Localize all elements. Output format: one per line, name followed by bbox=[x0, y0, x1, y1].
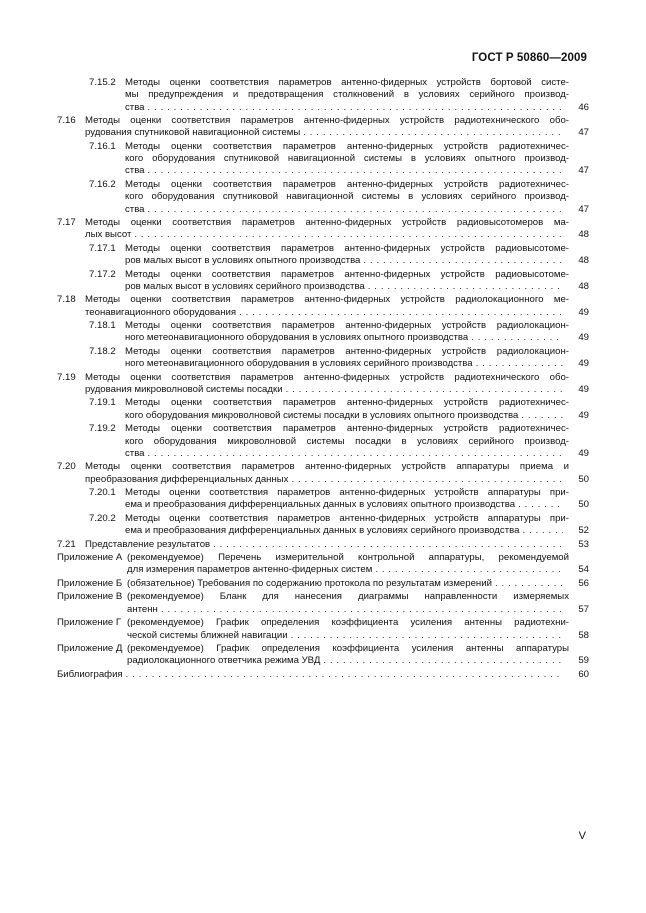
toc-page-number: 49 bbox=[578, 409, 589, 421]
toc-leader-dots bbox=[522, 525, 563, 537]
toc-page-number: 47 bbox=[578, 165, 589, 177]
toc-entry-text: Методы оценки соответствия параметров антенно-фидерных устройств радиолокацион- bbox=[125, 345, 569, 357]
toc-leader-dots bbox=[471, 332, 563, 344]
toc-entry-text: ства bbox=[125, 203, 145, 215]
toc-leader-dots bbox=[291, 630, 563, 642]
toc-entry-number: 7.16 bbox=[57, 115, 76, 127]
toc-page-number: 47 bbox=[578, 203, 589, 215]
toc-entry-text: ров малых высот в условиях опытного производства bbox=[125, 255, 361, 267]
toc-entry-text: (рекомендуемое) График определения коэффициента усиления антенны радиотехни- bbox=[127, 617, 569, 629]
toc-page-number: 49 bbox=[578, 384, 589, 395]
toc-entry-text: Методы оценки соответствия параметров антенно-фидерных устройств бортовой систе- bbox=[125, 77, 569, 88]
toc-leader-dots bbox=[363, 255, 563, 267]
toc-entry-text: ров малых высот в условиях серийного производства bbox=[125, 280, 365, 292]
document-header: ГОСТ Р 50860—2009 bbox=[471, 52, 587, 64]
toc-entry[interactable] bbox=[57, 372, 589, 397]
toc-entry[interactable] bbox=[57, 179, 589, 216]
toc-entry[interactable] bbox=[57, 487, 589, 512]
toc-page-number: 60 bbox=[578, 668, 589, 680]
toc-entry[interactable] bbox=[57, 591, 589, 616]
toc-entry-text: Методы оценки соответствия параметров антенно-фидерных устройств аппаратуры приема и bbox=[85, 461, 569, 473]
toc-entry-text: ема и преобразования дифференциальных данных в условиях серийного производства bbox=[125, 525, 520, 537]
toc-entry-number: 7.20 bbox=[57, 461, 76, 473]
toc-leader-dots bbox=[495, 578, 563, 590]
toc-entry-text: лых высот bbox=[85, 229, 132, 241]
toc-leader-dots bbox=[368, 281, 563, 293]
toc-leader-dots bbox=[518, 499, 563, 511]
toc-leader-dots bbox=[476, 358, 563, 370]
table-of-contents bbox=[57, 77, 589, 682]
toc-page-number: 48 bbox=[578, 280, 589, 292]
page-number: V bbox=[578, 830, 586, 842]
toc-entry-text: Методы оценки соответствия параметров антенно-фидерных устройств радиотехничес- bbox=[125, 178, 569, 190]
toc-entry-number: Приложение А bbox=[57, 552, 123, 564]
toc-entry-text: ства bbox=[125, 165, 145, 177]
toc-entry[interactable] bbox=[57, 461, 589, 486]
toc-entry[interactable] bbox=[57, 643, 589, 668]
toc-page-number: 46 bbox=[578, 101, 589, 113]
toc-page-number: 54 bbox=[578, 564, 589, 576]
toc-entry[interactable] bbox=[57, 617, 589, 642]
toc-leader-dots bbox=[286, 384, 563, 396]
toc-leader-dots bbox=[148, 165, 563, 177]
toc-entry[interactable] bbox=[57, 294, 589, 319]
toc-entry-text: Методы оценки соответствия параметров антенно-фидерных устройств аппаратуры при- bbox=[125, 487, 569, 499]
toc-page-number: 52 bbox=[578, 525, 589, 537]
toc-entry[interactable] bbox=[57, 346, 589, 371]
toc-page-number: 48 bbox=[578, 255, 589, 267]
toc-page-number: 56 bbox=[578, 577, 589, 589]
toc-entry-number: 7.18.1 bbox=[89, 320, 116, 332]
toc-entry[interactable] bbox=[57, 513, 589, 538]
toc-leader-dots bbox=[239, 307, 563, 319]
toc-entry-text: рудования спутниковой навигационной системы bbox=[85, 127, 301, 139]
toc-entry-text: кого оборудования микроволновой системы посадки в условиях серийного производ- bbox=[125, 435, 569, 447]
toc-entry-number: 7.17 bbox=[57, 217, 76, 229]
toc-entry[interactable] bbox=[57, 115, 589, 140]
toc-page-number: 50 bbox=[578, 499, 589, 511]
toc-entry-text: для измерения параметров антенно-фидерных систем bbox=[127, 564, 373, 576]
toc-leader-dots bbox=[148, 448, 563, 460]
toc-leader-dots bbox=[148, 102, 563, 114]
toc-page-number: 48 bbox=[578, 229, 589, 241]
toc-entry-number: 7.20.1 bbox=[89, 487, 116, 499]
toc-entry-text: теонавигационного оборудования bbox=[85, 306, 237, 318]
toc-entry-text: ства bbox=[125, 447, 145, 459]
toc-entry-text: ного метеонавигационного оборудования в условиях опытного производства bbox=[125, 332, 469, 344]
toc-page-number: 58 bbox=[578, 629, 589, 641]
toc-entry-text: антенн bbox=[127, 603, 158, 615]
toc-page-number: 50 bbox=[578, 473, 589, 485]
toc-entry-text: кого оборудования микроволновой системы посадки в условиях опытного производства bbox=[125, 409, 519, 421]
toc-entry-text: Библиография bbox=[57, 668, 123, 680]
toc-entry-text: кого оборудования спутниковой навигационной системы в условиях серийного производ- bbox=[125, 191, 569, 203]
toc-page-number: 49 bbox=[578, 332, 589, 344]
toc-entry-text: (обязательное) Требования по содержанию протокола по результатам измерений bbox=[127, 577, 492, 589]
toc-entry[interactable] bbox=[57, 269, 589, 294]
toc-page-number: 53 bbox=[578, 538, 589, 550]
toc-entry-number: 7.18 bbox=[57, 294, 76, 306]
toc-entry-text: (рекомендуемое) Бланк для нанесения диаграммы направленности измеряемых bbox=[127, 591, 569, 603]
toc-page-number: 47 bbox=[578, 127, 589, 139]
toc-page-number: 57 bbox=[578, 603, 589, 615]
toc-entry-text: Методы оценки соответствия параметров антенно-фидерных устройств радиовысотомеров ма- bbox=[85, 217, 569, 229]
toc-page-number: 49 bbox=[578, 358, 589, 370]
toc-entry-text: Методы оценки соответствия параметров антенно-фидерных устройств радиолокацион- bbox=[125, 320, 569, 332]
toc-entry-text: ства bbox=[125, 101, 145, 113]
toc-leader-dots bbox=[303, 127, 563, 139]
toc-entry-number: Приложение Б bbox=[57, 577, 123, 589]
toc-entry-text: ема и преобразования дифференциальных данных в условиях опытного производства bbox=[125, 499, 516, 511]
toc-leader-dots bbox=[213, 539, 563, 551]
toc-entry-number: 7.16.2 bbox=[89, 178, 116, 190]
toc-entry-number: 7.16.1 bbox=[89, 140, 116, 152]
toc-entry-number: 7.19 bbox=[57, 371, 76, 383]
toc-entry-number: 7.17.1 bbox=[89, 242, 116, 254]
toc-entry-number: 7.21 bbox=[57, 538, 76, 550]
toc-entry-text: ческой системы ближней навигации bbox=[127, 629, 288, 641]
toc-entry[interactable] bbox=[57, 141, 589, 178]
toc-entry-number: 7.18.2 bbox=[89, 345, 116, 357]
toc-entry-text: рудования микроволновой системы посадки bbox=[85, 384, 283, 395]
toc-entry-text: (рекомендуемое) График определения коэффициента усиления антенны аппаратуры bbox=[127, 643, 569, 654]
toc-entry[interactable] bbox=[57, 320, 589, 345]
toc-entry-number: 7.19.1 bbox=[89, 397, 116, 409]
toc-entry-text: мы предупреждения и предотвращения столкновений в условиях серийного производ- bbox=[125, 89, 569, 101]
toc-entry-text: преобразования дифференциальных данных bbox=[85, 473, 289, 485]
toc-page-number: 59 bbox=[578, 655, 589, 667]
toc-entry[interactable] bbox=[57, 578, 589, 590]
toc-entry[interactable] bbox=[57, 423, 589, 460]
toc-leader-dots bbox=[291, 474, 563, 486]
toc-entry[interactable] bbox=[57, 217, 589, 242]
toc-leader-dots bbox=[161, 604, 563, 616]
toc-entry[interactable] bbox=[57, 77, 589, 114]
toc-entry-number: Приложение Г bbox=[57, 617, 122, 629]
toc-entry-text: Методы оценки соответствия параметров антенно-фидерных устройств радиолокационного ме- bbox=[85, 294, 569, 306]
toc-entry[interactable] bbox=[57, 552, 589, 577]
toc-page-number: 49 bbox=[578, 447, 589, 459]
toc-entry-text: (рекомендуемое) Перечень измерительной контрольной аппаратуры, рекомендуемой bbox=[127, 552, 569, 564]
toc-entry-number: 7.19.2 bbox=[89, 423, 116, 435]
toc-leader-dots bbox=[126, 669, 563, 681]
toc-entry-number: 7.17.2 bbox=[89, 268, 116, 280]
toc-entry-text: Методы оценки соответствия параметров антенно-фидерных устройств радиотехничес- bbox=[125, 397, 569, 409]
toc-entry-text: Методы оценки соответствия параметров антенно-фидерных устройств радиотехнического обо- bbox=[85, 115, 569, 127]
toc-entry[interactable] bbox=[57, 669, 589, 681]
toc-entry-text: радиолокационного ответчика режима УВД bbox=[127, 655, 321, 667]
toc-entry-number: Приложение В bbox=[57, 591, 123, 603]
toc-entry[interactable] bbox=[57, 539, 589, 551]
toc-entry-text: ного метеонавигационного оборудования в условиях серийного производства bbox=[125, 358, 473, 370]
toc-leader-dots bbox=[521, 410, 563, 422]
toc-entry-number: 7.15.2 bbox=[89, 77, 116, 88]
toc-entry-text: Методы оценки соответствия параметров антенно-фидерных устройств радиовысотоме- bbox=[125, 242, 569, 254]
toc-page-number: 49 bbox=[578, 306, 589, 318]
toc-entry-text: Методы оценки соответствия параметров антенно-фидерных устройств радиотехнического обо- bbox=[85, 371, 569, 383]
toc-entry[interactable] bbox=[57, 243, 589, 268]
toc-leader-dots bbox=[148, 204, 563, 216]
toc-leader-dots bbox=[375, 564, 563, 576]
toc-entry[interactable] bbox=[57, 397, 589, 422]
toc-entry-text: Методы оценки соответствия параметров антенно-фидерных устройств радиотехничес- bbox=[125, 140, 569, 152]
toc-entry-text: Представление результатов bbox=[85, 538, 211, 550]
toc-leader-dots bbox=[323, 655, 563, 667]
toc-entry-number: 7.20.2 bbox=[89, 512, 116, 524]
toc-entry-text: Методы оценки соответствия параметров антенно-фидерных устройств аппаратуры при- bbox=[125, 512, 569, 524]
toc-entry-text: кого оборудования спутниковой навигационной системы в условиях опытного производ- bbox=[125, 153, 569, 165]
toc-leader-dots bbox=[134, 229, 563, 241]
toc-entry-text: Методы оценки соответствия параметров антенно-фидерных устройств радиовысотоме- bbox=[125, 268, 569, 280]
toc-entry-number: Приложение Д bbox=[57, 643, 123, 654]
toc-entry-text: Методы оценки соответствия параметров антенно-фидерных устройств радиотехничес- bbox=[125, 423, 569, 435]
